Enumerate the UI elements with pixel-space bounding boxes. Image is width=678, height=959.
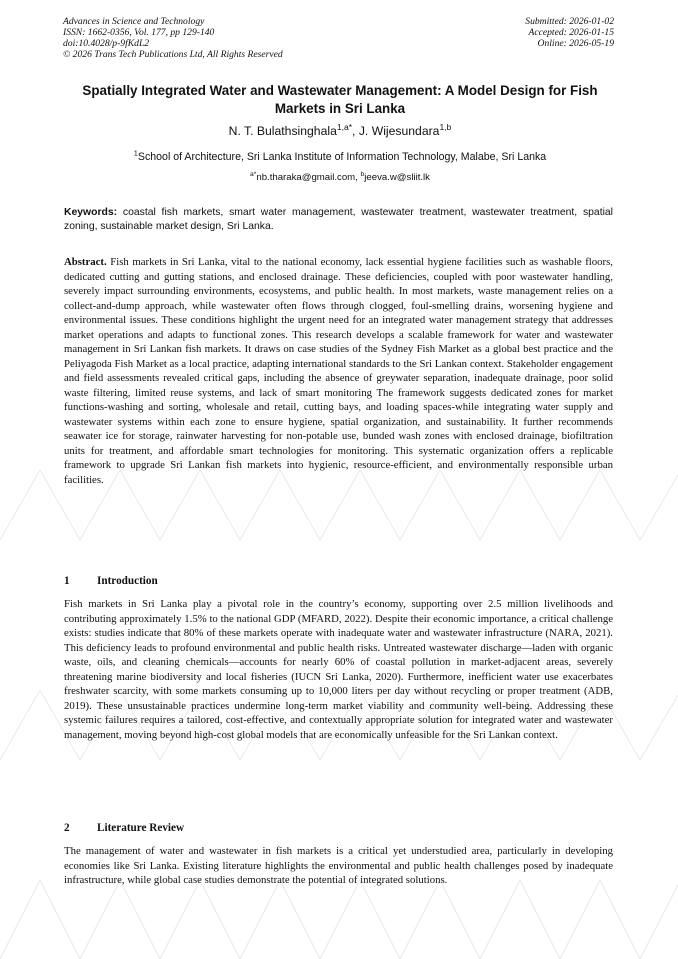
email-b-link[interactable]: jeeva.w@sliit.lk (364, 172, 430, 183)
copyright-line: © 2026 Trans Tech Publications Ltd, All Rights Reserved (63, 49, 283, 60)
paper-title: Spatially Integrated Water and Wastewater Management: A Model Design for Fish Markets in Sri Lanka (82, 83, 598, 116)
keywords-block (64, 206, 613, 234)
submitted-date: Submitted: 2026-01-02 (525, 16, 614, 27)
affiliation (40, 148, 640, 163)
online-date: Online: 2026-05-19 (537, 38, 614, 49)
section-number: 2 (64, 822, 70, 834)
author-1-name: N. T. Bulathsinghala (228, 124, 337, 138)
accepted-date: Accepted: 2026-01-15 (528, 27, 614, 38)
journal-header (63, 16, 283, 60)
affiliation-text: School of Architecture, Sri Lanka Institute of Information Technology, Malabe, Sri Lanka (137, 151, 547, 163)
issn-line: ISSN: 1662-0356, Vol. 177, pp 129-140 (63, 27, 215, 38)
section-title: Literature Review (97, 822, 185, 834)
journal-name: Advances in Science and Technology (63, 16, 205, 27)
section-heading-introduction (64, 575, 158, 587)
keywords-text: coastal fish markets, smart water management, wastewater treatment, wastewater treatment, spatial zoning, sustainable market design, Sri Lanka. (64, 207, 613, 232)
author-separator: , (352, 124, 359, 138)
email-line (60, 172, 620, 183)
abstract-text: Fish markets in Sri Lanka, vital to the national economy, lack essential hygiene facilities such as washable floors, dedicated cutting and gutting stations, and enclosed drainage. These deficiencies, coupled with poor wastewater handling, severely impact surrounding environments, ecosystems, and public health. In most markets, waste management relies on a collect-and-dump approach, while wastewater often flows through clogged, foul-smelling drains, worsening hygiene and environmental issues. These conditions highlight the urgent need for an integrated water management strategy that addresses market operations and adapts to functional zones. This research develops a scalable framework for water and wastewater management in Sri Lankan fish markets. It draws on case studies of the Sydney Fish Market as a global best practice and the Peliyagoda Fish Market as a local practice, adapting international standards to the Sri Lankan context. Stakeholder engagement and field assessments revealed critical gaps, including the absence of greywater separation, inadequate drainage, poor solid waste filtering, limited reuse systems, and lack of smart monitoring The framework suggests dedicated zones for market functions-washing and sorting, wholesale and retail, cutting bays, and loading spaces-while integrating water supply and wastewater systems within each zone to ensure hygiene, spatial organization, and sustainability. It further recommends seawater ice for storage, rainwater harvesting for non-potable use, bunded wash zones with enclosed drainage, biofiltration units for treatment, and affordable smart technologies for monitoring. This systematic organization offers a replicable framework to upgrade Sri Lankan fish markets into hygienic, resource-efficient, and environmentally responsible urban facilities. (64, 256, 613, 486)
email-a-link[interactable]: nb.tharaka@gmail.com (256, 172, 356, 183)
section-number: 1 (64, 575, 70, 587)
literature-review-paragraph: The management of water and wastewater in fish markets is a critical yet understudied area, particularly in developing economies like Sri Lanka. Existing literature highlights the environmental and public health challenges posed by inadequate infrastructure, while global case studies demonstrate the potential of integrated solutions. (64, 845, 613, 886)
author-2-name: J. Wijesundara (358, 124, 440, 138)
email-a-sup: a* (250, 170, 257, 178)
doi-line: doi:10.4028/p-9fKdL2 (63, 38, 150, 49)
author-1-sup: 1,a* (336, 121, 353, 132)
abstract-label: Abstract. (64, 256, 107, 268)
keywords-label: Keywords: (64, 207, 118, 218)
author-2-sup: 1,b (439, 121, 452, 132)
email-separator: , (355, 172, 361, 183)
introduction-paragraph: Fish markets in Sri Lanka play a pivotal role in the country’s economy, supporting over 2.5 million livelihoods and contributing approximately 1.5% to the national GDP (MFARD, 2022). Despite their economic importance, a critical challenge exists: studies indicate that 80% of these markets operate with inadequate water and wastewater infrastructure (NARA, 2021). This deficiency leads to profound environmental and public health risks. Untreated wastewater discharge—laden with organic waste, oils, and cleaning chemicals—accounts for nearly 60% of coastal pollution in market-adjacent areas, severely threatening marine biodiversity and local fisheries (IUCN Sri Lanka, 2020). Furthermore, inefficient water use exacerbates freshwater scarcity, with some markets consuming up to 10,000 liters per day without recycling or proper treatment (ADB, 2019). These unsustainable practices undermine long-term market viability and community well-being. Addressing these systemic failures requires a tailored, cost-effective, and contextually appropriate solution for integrated water and wastewater management, moving beyond high-cost global models that are economically unfeasible for the Sri Lankan context. (64, 598, 613, 741)
dates-header (525, 16, 614, 49)
abstract-block (64, 255, 613, 487)
affiliation-sup: 1 (133, 148, 138, 158)
section-title: Introduction (97, 575, 158, 587)
author-line (60, 121, 620, 138)
email-b-sup: b (360, 170, 365, 178)
section-heading-literature-review (64, 822, 184, 834)
